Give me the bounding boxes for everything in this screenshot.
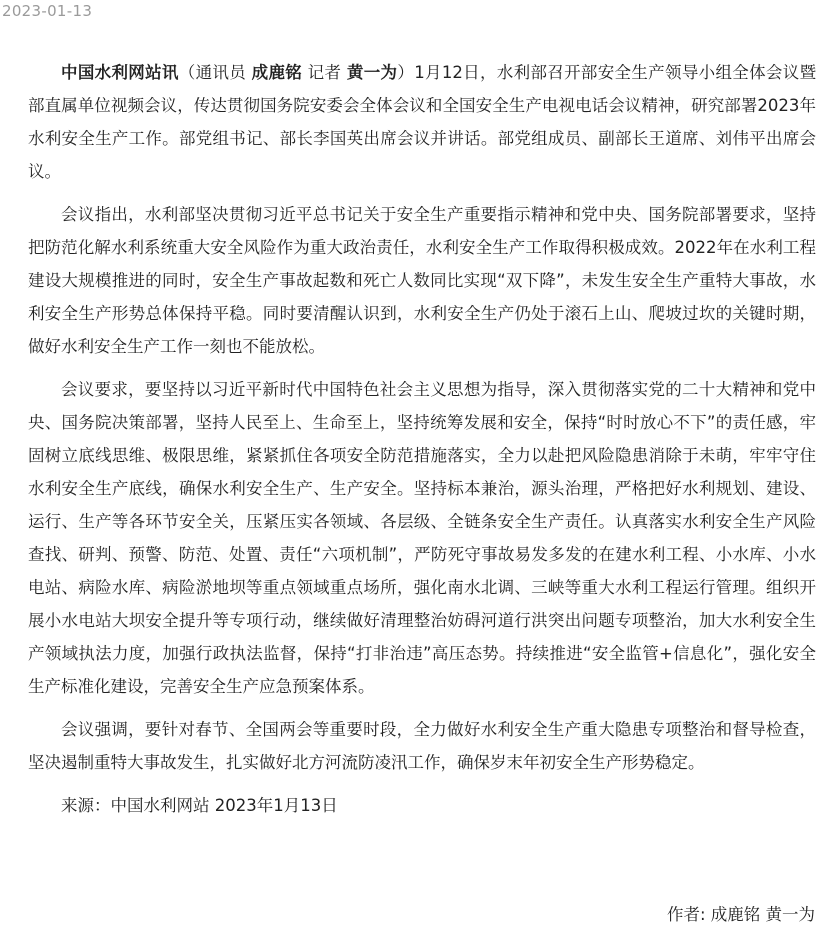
- body-paragraph: 会议指出，水利部坚决贯彻习近平总书记关于安全生产重要指示精神和党中央、国务院部署要求，坚持把防范化解水利系统重大安全风险作为重大政治责任，水利安全生产工作取得积极成效。2022年在水利工程建设大规模推进的同时，安全生产事故起数和死亡人数同比实现“双下降”，未发生安全生产重特大事故，水利安全生产形势总体保持平稳。同时要清醒认识到，水利安全生产仍处于滚石上山、爬坡过坎的关键时期，做好水利安全生产工作一刻也不能放松。: [28, 205, 816, 356]
- correspondent-label: 通讯员: [195, 63, 247, 82]
- author-line: 作者: 成鹿铭 黄一为: [666, 905, 815, 924]
- reporter-name: 黄一为: [346, 63, 398, 82]
- body-paragraph: 会议要求，要坚持以习近平新时代中国特色社会主义思想为指导，深入贯彻落实党的二十大精神和党中央、国务院决策部署，坚持人民至上、生命至上，坚持统筹发展和安全，保持“时时放心不下”的责任感，牢固树立底线思维、极限思维，紧紧抓住各项安全防范措施落实，全力以赴把风险隐患消除于未萌，牢牢守住水利安全生产底线，确保水利安全生产、生产安全。坚持标本兼治，源头治理，严格把好水利规划、建设、运行、生产等各环节安全关，压紧压实各领域、各层级、全链条安全生产责任。认真落实水利安全生产风险查找、研判、预警、防范、处置、责任“六项机制”，严防死守事故易发多发的在建水利工程、小水库、小水电站、病险水库、病险淤地坝等重点领域重点场所，强化南水北调、三峡等重大水利工程运行管理。组织开展小水电站大坝安全提升等专项行动，继续做好清理整治妨碍河道行洪突出问题专项整治，加大水利安全生产领域执法力度，加强行政执法监督，保持“打非治违”高压态势。持续推进“安全监管+信息化”，强化安全生产标准化建设，完善安全生产应急预案体系。: [28, 380, 816, 696]
- article-body: [28, 56, 816, 822]
- paren-open: （: [178, 63, 196, 82]
- source-line: 来源：中国水利网站 2023年1月13日: [61, 796, 338, 815]
- body-paragraph: 会议强调，要针对春节、全国两会等重要时段，全力做好水利安全生产重大隐患专项整治和督导检查，坚决遏制重特大事故发生，扎实做好北方河流防凌汛工作，确保岁末年初安全生产形势稳定。: [28, 720, 816, 772]
- correspondent-name: 成鹿铭: [251, 63, 303, 82]
- lead-text: 1月12日，水利部召开部安全生产领导小组全体会议暨部直属单位视频会议，传达贯彻国务院安委会全体会议和全国安全生产电视电话会议精神，研究部署2023年水利安全生产工作。部党组书记、部长李国英出席会议并讲话。部党组成员、副部长王道席、刘伟平出席会议。: [28, 63, 817, 181]
- lead-paragraph: [28, 56, 816, 188]
- publish-date: 2023-01-13: [2, 2, 93, 20]
- reporter-label: 记者: [307, 63, 342, 82]
- news-source-name: 中国水利网站讯: [61, 63, 179, 82]
- paren-close: ）: [397, 63, 415, 82]
